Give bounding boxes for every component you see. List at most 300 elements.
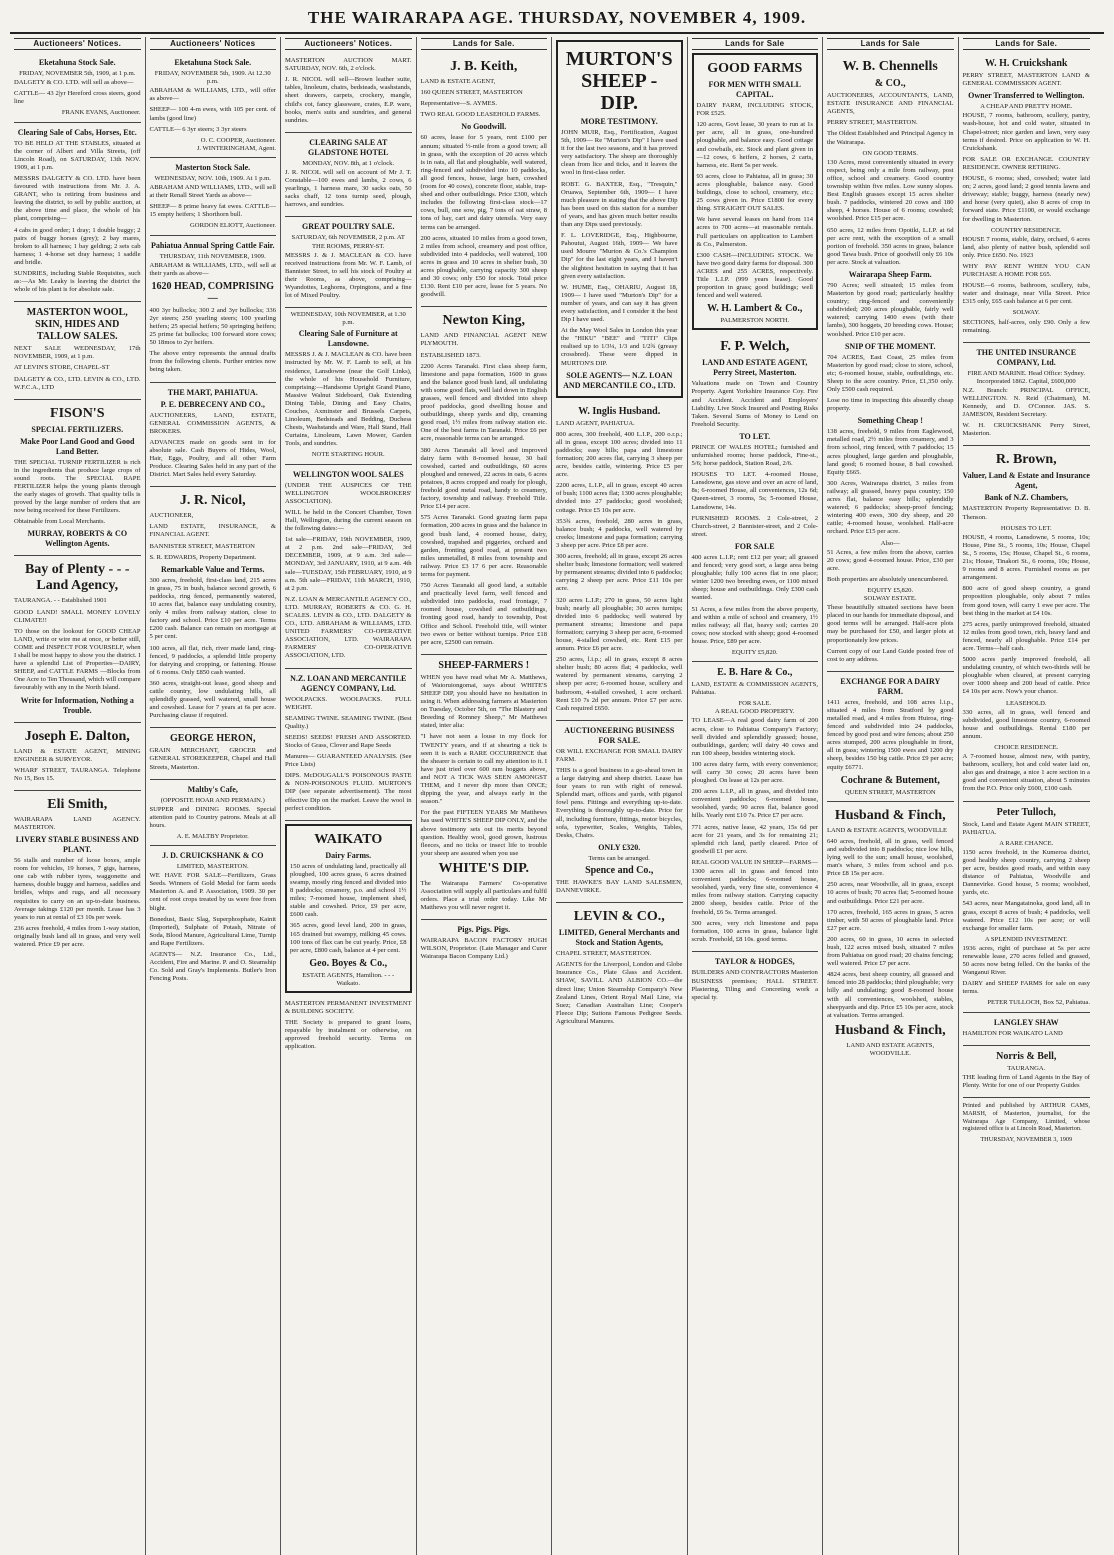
ad-text: WAIRARAPA BACON FACTORY HUGH WILSON, Proprietor. (Late Manager and Curer Wairarapa Bacon Company Ltd.) bbox=[420, 937, 547, 961]
ad-title: SHEEP-FARMERS ! bbox=[438, 659, 530, 671]
ad-text: WAIRARAPA LAND AGENCY. MASTERTON. bbox=[14, 815, 141, 831]
column-1 bbox=[10, 37, 146, 1555]
ad-eb-hare bbox=[692, 662, 819, 952]
ad-title: GOOD FARMS bbox=[707, 61, 803, 77]
ad-text: CHOICE RESIDENCE. bbox=[994, 744, 1059, 751]
ad-text: LAND AGENT, PAHIATUA. bbox=[556, 419, 635, 427]
ad-title: Pigs. Pigs. Pigs. bbox=[457, 925, 511, 935]
ad-title: Clearing Sale of Furniture at Lansdowne. bbox=[298, 329, 398, 349]
listing: HOUSES TO LET. 4-roomed House, Lansdowne, gas stove and over an acre of land, 8s; 6-roomed House, all conveniences, 12s 6d; Queen-street, 3 rooms, 5s; 5-roomed House, Lansdowne, 14s. bbox=[691, 471, 818, 511]
ad-pahiatua-fair bbox=[150, 236, 277, 383]
section-header: Lands for Sale. bbox=[421, 38, 548, 50]
listing: 130 Acres, most conveniently situated in every respect, being only a mile from railway, post office, school and creamery. Good country township within five miles. Low sunny slopes. Best English grasses except 15 acres shelter bush. 7 paddocks, wintered 20 cows and 180 sheep, 4 horses. House of 6 rooms; cowshed; woolshed. Price £15 per acre. bbox=[827, 158, 954, 223]
listing: 60 acres, lease for 5 years, rent £100 per annum; situated ½-mile from a good town; all in grass, with the exception of 20 acres which is in oats, all flat and ploughable, well watered, ring-fenced and subdivided into 10 paddocks, all good fences, house, large barn, cowshed (room for 40 cows), concrete floor, stable, trap-shed and other outbuildings. Price £300, which includes the following first-class stock—17 cows, bull, one sow, pig, 7 tons of oat straw, 8 tons of hay, cart and dairy utensils. Very easy terms can be arranged. bbox=[420, 134, 547, 231]
ad-date: WEDNESDAY, NOV. 10th, 1909. At 1 p.m. bbox=[154, 174, 271, 182]
ad-jb-keith bbox=[421, 53, 548, 307]
listing: 400 acres L.I.P.; rent £12 per year; all grassed and fenced; very good sort, a large area being ploughable; fully 100 acres flat in one place; winter 1200 two breeding ewes, or 1100 mixed sheep; house and outbuildings. Only £300 cash wanted. bbox=[691, 553, 818, 602]
ad-poultry-sale bbox=[285, 217, 412, 308]
ad-date: WEDNESDAY, 10th NOVEMBER, at 1.30 p.m. bbox=[290, 311, 406, 327]
ad-text: BUILDERS AND CONTRACTORS Masterton bbox=[691, 968, 818, 976]
ad-signature: Geo. Boyes & Co., bbox=[309, 957, 388, 969]
listing: 300 acres, very rich limestone and papa formation, 100 acres in grass, balance light scrub. Freehold, £8 10s. good terms. bbox=[691, 919, 818, 943]
ad-text: THE HAWKE'S BAY LAND SALESMEN, DANNEVIRKE. bbox=[556, 878, 683, 895]
column-4 bbox=[417, 37, 553, 1555]
listing: 771 acres, native lease, 42 years, 15s 6d per acre for 21 years, and 3s for remaining 21; splendid rich land, partly cleared. Price of goodwill £1 per acre. bbox=[691, 823, 818, 855]
ad-text: WILL be held in the Concert Chamber, Town Hall, Wellington, during the current season on the following dates:— bbox=[285, 508, 412, 533]
ad-text: LAND AND ESTATE AGENTS, WOODVILLE. bbox=[846, 1041, 935, 1057]
ad-signature: FRANK EVANS, Auctioneer. bbox=[61, 109, 141, 117]
ad-text: "I have not seen a louse in my flock for TWENTY years, and if at shearing a tick is seen it is such a RARE OCCURRENCE that the shearer is certain to call my attention to it. I have just tried over 600 ram hoggets above, and NOT A TICK WAS SEEN AMONGST THEM, and I never dip more than ONCE; dipping the year, and always early in the season." bbox=[420, 733, 547, 806]
section-header: Auctioneers' Notices. bbox=[285, 38, 412, 50]
ad-signature: Cochrane & Butement, bbox=[840, 774, 940, 786]
ad-text: BUSINESS premises; HALL STREET. Plastering, Tiling and Concreting work a special ty. bbox=[691, 977, 818, 1002]
ad-date: FRIDAY, NOVEMBER 5th, 1909. At 12.30 p.m. bbox=[154, 70, 271, 86]
ad-text: DAIRY FARM, INCLUDING STOCK, FOR £525. bbox=[696, 102, 813, 118]
section-header: Auctioneers' Notices. bbox=[14, 38, 141, 50]
ad-gladstone-sale bbox=[285, 133, 412, 218]
ad-signature: PETER TULLOCH, Box 52, Pahiatua. bbox=[987, 999, 1090, 1007]
listing: 640 acres, freehold, all in grass, well fenced and subdivided into 8 paddocks; nice low hills, lying well to the sun; small house, woolshed, man's whare, 3 miles from school and p.o. Price £8 15s per acre. bbox=[827, 837, 954, 878]
ad-levin-co bbox=[556, 903, 683, 1033]
ad-title: Peter Tulloch, bbox=[996, 806, 1056, 818]
listing: 360 acres, straight-out lease, good sheep and cattle country, low undulating hills, all splendidly grassed, well watered, small house and cowshed. Lease for 7 years at 6s per acre. Purchasing clause if required. bbox=[149, 679, 276, 720]
ad-text: LEASEHOLD. bbox=[1006, 699, 1047, 707]
ad-title: MURTON'S SHEEP - DIP. bbox=[565, 48, 673, 114]
ad-text: Lose no time in inspecting this absurdly cheap property. bbox=[827, 397, 954, 413]
ad-text: THE SPECIAL TURNIP FERTILIZER is rich in the ingredients that produce large crops of sound roots. The SPECIAL RAPE FERTILIZER helps the young plants through the early stages of growth. That quality tells is proved by the large number of orders that are now being received for these Fertilizers. bbox=[14, 458, 141, 515]
listing: 93 acres, close to Pahiatua, all in grass; 30 acres ploughable, balance easy. Good buildings, close to school, creamery, etc.; 25 cows given in. Price £1800 for every thing. STRAIGHT OUT SALES. bbox=[696, 172, 813, 213]
ad-price: ONLY £320. bbox=[598, 842, 641, 852]
ad-text: AGENTS— N.Z. Insurance Co., Ltd., Accident, Fire and Marine. P. and O. Steamship Co. Sold and Gray's Implements. Butler's Iron Fencing Posts. bbox=[149, 951, 276, 983]
ad-george-heron bbox=[150, 728, 277, 779]
ad-signature: A. E. MALTBY Proprietor. bbox=[176, 833, 249, 840]
ad-subtitle: MORE TESTIMONY. bbox=[580, 117, 658, 126]
ad-text: S. R. EDWARDS, Property Department. bbox=[149, 553, 257, 561]
section-header: Lands for Sale. bbox=[963, 38, 1091, 50]
ad-text: AUCTIONEERS, ACCOUNTANTS, LAND, ESTATE INSURANCE AND FINANCIAL AGENTS, bbox=[827, 92, 954, 116]
ad-jr-nicol bbox=[150, 487, 277, 728]
listing: 200 acres L.I.P., all in grass, and divided into convenient paddocks; 6-roomed house, woolshed, yards; 90 acres flat, balance good hills. Yearly rent £10 7s. Price £7 per acre. bbox=[691, 788, 818, 820]
testimonial: ROBT. G. BAXTER, Esq., "Tresquin," Oruawa, September 6th, 1909— I have much pleasure in stating that the above Dip has been used on this station for a number of years, and has given much better results than any Dips used previously. bbox=[561, 180, 678, 229]
ad-title: Bay of Plenty - - - Land Agency, bbox=[24, 562, 130, 594]
ad-title: MASTERTON WOOL, SKIN, HIDES AND TALLOW SALES. bbox=[26, 307, 128, 343]
ad-text: FIRE AND MARINE. Head Office: Sydney. bbox=[967, 369, 1086, 377]
listing: 330 acres, all in grass, well fenced and subdivided, good limestone country, 6-roomed house and outbuildings. Rental £180 per annum. bbox=[962, 708, 1090, 740]
ad-title: WELLINGTON WOOL SALES bbox=[292, 469, 404, 479]
ad-text: SEEDS! SEEDS! FRESH AND ASSORTED. Stocks of Grass, Clover and Rape Seeds bbox=[285, 733, 412, 749]
listing: 800 acres, 300 freehold, 400 L.I.P., 200 o.r.p.; all in grass, except 100 acres; divided into 11 paddocks; easy hills; papa and limestone formation; 200 acres flat, carrying 3 sheep per acre, besides cattle, wintering. Price £5 per acre. bbox=[556, 430, 683, 479]
listing: HOUSE, 7 rooms, bathroom, scullery, pantry, wash-house, hot and cold water, situated in Chapel-street; nice garden and lawn, very easy terms if desired. Price on application to W. H. Cruickshank. bbox=[962, 112, 1090, 152]
ad-text: WHY PAY RENT WHEN YOU CAN PURCHASE A HOME FOR £65. bbox=[962, 262, 1090, 279]
ad-title: Norris & Bell, bbox=[996, 1050, 1057, 1062]
ad-title: Newton King, bbox=[442, 313, 525, 329]
ad-text: AUCTIONEER, bbox=[149, 512, 194, 520]
ad-date: MONDAY, NOV. 8th, at 1 o'clock. bbox=[302, 159, 395, 167]
listing: 2200 acres, L.I.P., all in grass, except 40 acres of bush; 1100 acres flat; 1300 acres ploughable; divided into 27 paddocks; good woolshed; cottage. Price £5 10s per acre. bbox=[556, 482, 683, 514]
ad-text: MASTERTON Property Representative: D. B. Thenson. bbox=[962, 505, 1090, 521]
ad-subtitle: Owner Transferred to Wellington. bbox=[968, 91, 1085, 101]
listing: HOUSE—6 rooms, bathroom, scullery, tubs, water and drainage, near Villa Street. Price £315 only, £65 cash balance at 6 per cent. bbox=[962, 282, 1090, 306]
ad-title: AUCTIONEERING BUSINESS FOR SALE. bbox=[564, 725, 675, 745]
ad-wellington-wool bbox=[285, 465, 412, 669]
listing: 200 acres, situated 10 miles from a good town, 2 miles from school, creamery and post office, subdivided into 4 paddocks, well watered, 100 acres in grass and 10 acres in shelter bush, 30 acres ploughable, carrying capacity 300 sheep and 30 cows; only £50 for stock. Total price £130. Rent £10 per acre, lease for 5 years. No goodwill. bbox=[420, 234, 547, 299]
ad-title: GREAT POULTRY SALE. bbox=[302, 222, 395, 232]
ad-peter-tulloch bbox=[963, 802, 1091, 1013]
ad-text: SHEEP— 8 prime heavy fat ewes. CATTLE— 15 empty heifers; 1 Shorthorn bull. bbox=[149, 203, 276, 219]
ad-title: J. R. Nicol, bbox=[179, 493, 246, 509]
columns bbox=[10, 37, 1104, 1555]
ad-subtitle: Valuer, Land & Estate and Insurance Agent, bbox=[962, 471, 1090, 491]
listing: 100 acres, all flat, rich, river made land, ring-fenced, 9 paddocks, a splendid little property for dairying and cropping, or fattening. House of 6 rooms. Only £850 cash wanted. bbox=[149, 644, 276, 676]
listing: 4824 acres, best sheep country, all grassed and fenced into 28 paddocks; third ploughable; very hilly and undulating; good 8-roomed house with all conveniences, woolshed, stables, sheepyards and dip. Price £5 10s per acre, stock at valuation. Terms arranged. bbox=[827, 971, 954, 1019]
listing: 750 Acres Taranaki all good land, a suitable and practically level farm, well fenced and subdivided into paddocks, road frontage, 7 roomed house, cowshed and outbuildings, fronting good road, handy to township, Post Office and School. Freehold title, will winter two ewes or better without turnips. Price £18 per acre, £2500 can remain. bbox=[420, 582, 547, 646]
listing: 1150 acres freehold, in the Kumeroa district, good healthy sheep country, carrying 2 sheep per acre, besides good roads, and within easy distance of Pahiatua, Woodville and Dannevirke. Good house, 5 rooms; woolshed, yards, etc. bbox=[962, 848, 1090, 897]
ad-text: DALGETY & CO., LTD. LEVIN & CO., LTD. W.F.C.A., LTD bbox=[14, 375, 141, 391]
ad-text: 1st sale—FRIDAY, 19th NOVEMBER, 1909, at 2 p.m. 2nd sale—FRIDAY, 3rd DECEMBER, 1909, at 9 a.m. 3rd sale—MONDAY, 3rd JANUARY, 1910, at 9 a.m. 4th sale—TUESDAY, 15th FEBRUARY, 1910, at 9 a.m. 5th sale—FRIDAY, 11th MARCH, 1910, at 2 p.m. bbox=[285, 536, 412, 592]
listing: 1936 acres, right of purchase at 5s per acre renewable lease, 270 acres felled and grassed, 50 acres now being felled. On the banks of the Wanganui River. bbox=[962, 944, 1090, 977]
ad-signature: Husband & Finch, bbox=[834, 1022, 946, 1038]
ad-text: Representative—S. AYMES. bbox=[420, 100, 497, 108]
ad-text: ESTATE AGENTS, Hamilton. - - - Waikato. bbox=[302, 971, 395, 987]
ad-title: Masterton Stock Sale. bbox=[175, 162, 251, 172]
ad-text: The above entry represents the annual drafts from the following clients. Further entries now being taken. bbox=[149, 350, 276, 374]
ad-text: SOLWAY. bbox=[1012, 309, 1040, 317]
listing: 1411 acres, freehold, and 108 acres l.i.p., situated 4 miles from Stratford by good metalled road, and 4 miles from Huiroa, ring-fenced and subdivided into 24 paddocks, fenced by good post and wire fences; about 250 acres stumped, 200 acres ploughable in front, all in grass; wintering 1500 ewes and 1200 dry sheep, besides 150 big cattle. Price £9 per acre; equity £6771. bbox=[827, 698, 954, 771]
ad-text: J. R. NICOL will sell—Brown leather suite, tables, linoleum, chairs, bedsteads, washstands, sheet drawers, carpets, crockery, mangle, child's cot, fancy glassware, crates, E.P. ware, books, men's suits and sundries, and general sundries. bbox=[285, 76, 412, 124]
masthead: THE WAIRARAPA AGE. THURSDAY, NOVEMBER 4, 1909. bbox=[10, 8, 1104, 34]
ad-subtitle: P. E. DEBRECENY AND CO., bbox=[160, 399, 265, 409]
column-6 bbox=[688, 37, 824, 1555]
ad-subtitle: No Goodwill. bbox=[461, 122, 507, 132]
ad-auction-mart bbox=[285, 53, 412, 133]
ad-norris-bell bbox=[963, 1046, 1091, 1098]
ad-text: A SPLENDID INVESTMENT. bbox=[984, 935, 1068, 943]
column-5 bbox=[552, 37, 688, 1555]
listing: 800 acre of good sheep country, a grand proposition ploughable, only about 7 miles from good town, will carry 1 ewe per acre. The best thing in the market at £4 10s. bbox=[962, 585, 1090, 617]
ad-title: Pahiatua Annual Spring Cattle Fair. bbox=[150, 240, 275, 250]
ad-text: Current copy of our Land Guide posted free of cost to any address. bbox=[827, 647, 954, 663]
ad-maltby-cafe bbox=[150, 780, 277, 846]
ad-fp-welch bbox=[692, 333, 819, 662]
ad-text: At the May Wool Sales in London this year the "HIKU" "BEE" and "TITI" Clips realised up to 1/3¼, 1/3 and 1/2¾ (greasy crossbred). These were dipped in MURTON'S DIP. bbox=[561, 327, 678, 367]
ad-text: N.Z. LOAN & MERCANTILE AGENCY CO., LTD. MURRAY, ROBERTS & CO. G. H. SCALES. LEVIN & CO., LTD. DALGETY & CO., LTD. ABRAHAM & WILLIAMS, LTD. UNITED FARMERS' CO-OPERATIVE ASSOCIATION, LTD. WAIRARAPA FARMERS' CO-OPERATIVE ASSOCIATION, LTD. bbox=[285, 595, 412, 660]
ad-dalton bbox=[14, 723, 141, 791]
listing: TO LEASE—A real good dairy farm of 200 acres, close to Pahiatua Company's Factory; well divided and splendidly grassed; house, outbuildings, garden; will dairy 40 cows and run 100 sheep, besides wintering stock. bbox=[691, 717, 818, 757]
listing: 353¾ acres, freehold, 280 acres in grass, balance bush; 4 paddocks, well watered by creeks; limestone and papa formation; carrying 3 sheep per acre. Price £8 per acre. bbox=[556, 517, 683, 549]
section-header: Lands for Sale bbox=[692, 38, 819, 50]
ad-title: F. P. Welch, bbox=[720, 339, 790, 355]
listing: SECTIONS, half-acres, only £90. Only a few remaining. bbox=[962, 318, 1090, 334]
ad-title: & CO., bbox=[874, 78, 906, 90]
ad-eli-smith bbox=[14, 791, 141, 956]
ad-subtitle: LIMITED, General Merchants and Stock and Station Agents, bbox=[558, 928, 680, 948]
ad-title: Clearing Sale of Cabs, Horses, Etc. bbox=[17, 127, 137, 137]
ad-text: FOR SALE OR EXCHANGE. COUNTRY RESIDENCE. OWNER RETIRING. bbox=[962, 155, 1090, 171]
ad-chennells bbox=[827, 53, 954, 672]
column-3 bbox=[281, 37, 417, 1555]
ad-sheep-farmers bbox=[421, 655, 548, 920]
section-header: Lands for Sale bbox=[827, 38, 954, 50]
ad-text: WHEN you have read what Mr A. Matthews, of Waioruiongomai, says about WHITE'S SHEEP DIP, you should have no hesitation in using it. When addressing farmers at Masterton on Tuesday, October 5th, on "The Blastery and Breeding of Romney Sheep," Mr Matthews stated, inter alia: bbox=[420, 673, 547, 730]
ad-text: ABRAHAM & WILLIAMS, LTD., will sell at their yards as above— bbox=[149, 261, 276, 277]
ad-text: HOUSES TO LET. bbox=[1000, 524, 1052, 532]
ad-date: FRIDAY, NOVEMBER 5th, 1909, at 1 p.m. bbox=[19, 70, 136, 78]
ad-text: THE Society is prepared to grant loans, repayable by instalment or otherwise, on approved freehold security. Terms on application. bbox=[285, 1019, 412, 1051]
ad-text: (OPPOSITE HOAR AND PERMAIN.) bbox=[160, 796, 265, 804]
ad-title: THE MART, PAHIATUA. bbox=[167, 387, 258, 397]
ad-text: LAND & ESTATE AGENT, bbox=[420, 78, 496, 86]
listing: 51 Acres, a few miles from the above property, and within a mile of school and creamery, 1½ miles railway; all flat, heavy soil; carries 20 cows; now stocked with sheep; good 4-roomed house. Price, £89 per acre. bbox=[691, 605, 818, 645]
ad-title: N.Z. LOAN AND MERCANTILE AGENCY COMPANY, Ltd. bbox=[290, 673, 407, 693]
ad-title: WAIKATO bbox=[314, 831, 383, 847]
ad-subtitle: Something Cheap ! bbox=[857, 416, 923, 426]
ad-text: SOLWAY ESTATE. bbox=[863, 595, 917, 603]
ad-text: TO BE HELD AT THE STABLES, situated at the corner of Albert and Villa Streets, (off Lincoln Road), on SATURDAY, 13th NOV. 1909, at 1 p.m. bbox=[14, 139, 141, 171]
ad-subtitle: Remarkable Value and Terms. bbox=[160, 564, 265, 574]
ad-text: TO those on the lookout for GOOD CHEAP LAND, write or wire me at once, or better still, COME and INSPECT FOR YOURSELF, when I shall be most happy to show you the district. I have a splendid List of Properties—DAIRY, SHEEP, and CATTLE FARMS —Blocks from One Acre to Ten Thousand, which will compare favourably with any in the North Island. bbox=[14, 627, 141, 692]
ad-text: MESSRS J. & J. MACLEAN & CO. have been instructed by Mr. W. F. Lamb to sell, at his residence, Lansdowne (near the Golf Links), the whole of his Household Furniture, comprising:—Handsome Upright Grand Piano, Massive Walnut Sideboard, Oak Extending Dining Table, Dining and Easy Chairs, Couches, Axminster and Brussels Carpets, Linoleum, Bedsteads and Bedding, Duchess Chests, Washstands and Ware, Hall Stand, Hall Curtains, Linoleum, Lawn Mower, Garden Tools, and sundries. bbox=[285, 351, 412, 448]
ad-text: WHARF STREET, TAURANGA. Telephone No 15, Box 15. bbox=[14, 766, 141, 782]
listing: 250 acres, near Woodville, all in grass, except 10 acres of bush; 70 acres flat; 5-roomed house and outbuildings. Price £21 per acre. bbox=[827, 881, 954, 905]
ad-fisons bbox=[14, 400, 141, 557]
listing: A 7-roomed house, almost new, with pantry, bathroom, scullery, hot and cold water laid on, also gas and drainage, a nice 1 acre section in a good and convenient situation, about 5 minutes from the P.O. Price only £600, £100 cash. bbox=[962, 753, 1090, 793]
ad-title: CLEARING SALE AT GLADSTONE HOTEL bbox=[307, 137, 389, 157]
ad-title: Eketahuna Stock Sale. bbox=[38, 58, 116, 68]
ad-signature: J. WINTERINGHAM, Agent. bbox=[196, 144, 276, 152]
ad-text: PERRY STREET, MASTERTON. bbox=[827, 119, 918, 127]
ad-text: TAURANGA. bbox=[1007, 1064, 1046, 1072]
ad-text: 236 acres freehold, 4 miles from 1-way station, originally bush land all in grass, and very well watered. Price £9 per acre. bbox=[14, 924, 141, 948]
listing: 790 Acres; well situated; 15 miles from Masterton by good road; particularly healthy country; ring-fenced and conveniently subdivided; 200 acres ploughable, fairly well watered; carrying 1400 ewes (with their lambs), 300 hoggets, 20 breeding cows. House; woolshed. Price £10 per acre. bbox=[827, 281, 954, 338]
ad-bacon-factory bbox=[421, 920, 548, 968]
ad-text: These beautifully situated sections have been placed in our hands for immediate disposal, and good terms will be arranged. Half-acre plots may be purchased for £50, and larger plots at proportionately low prices. bbox=[827, 604, 954, 644]
ad-date: THURSDAY, 11th NOVEMBER, 1909. bbox=[159, 252, 266, 260]
ad-text: DIPS. McDOUGALL'S POISONOUS PASTE & NON-POISONOUS FLUID. MURTON'S DIP (see separate advertisement). The most effective Dip on the market. Leave the wool in perfect condition. bbox=[285, 772, 412, 812]
listing: 170 acres, freehold, 165 acres in grass, 5 acres timber, with 50 acres of ploughable land. Price £27 per acre. bbox=[827, 908, 954, 932]
ad-debreceny bbox=[150, 383, 277, 488]
ad-title: LEVIN & CO., bbox=[573, 909, 665, 925]
ad-title: J. B. Keith, bbox=[450, 59, 518, 75]
ad-text: Stock, Land and Estate Agent MAIN STREET, PAHIATUA. bbox=[962, 820, 1090, 836]
testimonial: F. L. LOVERIDGE, Esq., Highbourne, Pahoutui, August 16th, 1909— We have used Mourre "Murton & Co.'s Champion Dip" for the last eight years, and I haven't the slightest hesitation in saying that it has given every satisfaction. bbox=[561, 232, 678, 280]
ad-text: ESTABLISHED 1873. bbox=[420, 351, 481, 359]
ad-signature: O. C. COOPER, Auctioneer. bbox=[200, 136, 276, 144]
listing: 100 acres dairy farm, with every convenience; will carry 30 cows; 20 acres have been ploughed. On lease at 12s per acre. bbox=[691, 760, 818, 785]
listing: 275 acres, partly unimproved freehold, situated 12 miles from good town, rich, heavy land and fenced, nearly all ploughable. Price £14 per acre. Terms—half cash. bbox=[962, 620, 1090, 652]
ad-text: 160 QUEEN STREET, MASTERTON bbox=[420, 89, 523, 97]
ad-clearing-cabs bbox=[14, 123, 141, 303]
ad-title: Eli Smith, bbox=[47, 796, 108, 812]
ad-text: Incorporated 1862. Capital, £600,000 bbox=[976, 377, 1076, 385]
testimonial: W. HUME, Esq., OHARIU, August 18, 1909— I have used "Murton's Dip" for a number of years, and can say it has given every satisfaction, and I consider it the best Dip I have used. bbox=[561, 283, 678, 324]
ad-text: A CHEAP AND PRETTY HOME. bbox=[980, 103, 1073, 111]
ad-taylor-hodges bbox=[692, 952, 819, 1009]
listing: We have several leases on hand from 114 acres to 700 acres—at reasonable rentals. Full particulars on application to Lambert & Co., Palmerston. bbox=[696, 216, 813, 248]
ad-r-brown bbox=[963, 446, 1091, 801]
ad-text: CATTLE— 43 2|yr Hereford cross steers, good line bbox=[14, 90, 141, 106]
listing: 120 acres, Govt lease, 30 years to run at 1s per acre, all in grass, one-hundred ploughable, and balance easy. Good cottage and cowbails, etc. Stock and plant given in—12 cows, 6 heifers, 2 horses, 2 carts, harness, etc. Rent 5s per week. bbox=[696, 121, 813, 169]
ad-text: REAL GOOD VALUE IN SHEEP—FARMS— bbox=[691, 858, 818, 866]
ad-title: J. D. CRUICKSHANK & CO bbox=[162, 851, 264, 861]
ad-title: R. Brown, bbox=[995, 452, 1057, 468]
listing: 575 Acres Taranaki. Good grazing farm papa formation, 200 acres in grass and the balance in good bush land, 4 roomed house, dairy, cowshed, trapshed and piggeries, orchard and garden, fronting good road, at present two miles unmetalled, 8 miles from township and railway. Price £3 17 6 per acre. Reasonable terms for payment. bbox=[420, 514, 547, 578]
ad-text: CHAPEL STREET, MASTERTON. bbox=[556, 950, 652, 958]
ad-subtitle: FOR SALE bbox=[734, 541, 775, 551]
ad-text: NEXT SALE WEDNESDAY, 17th NOVEMBER, 1909, at 1 p.m. bbox=[14, 345, 141, 361]
ad-title: E. B. Hare & Co., bbox=[717, 667, 793, 679]
listing: 704 ACRES, East Coast, 25 miles from Masterton by good road; close to store, school, etc; 6-roomed house, stable, outbuildings, etc. Sheep to the acre country. Price, £1,350 only. Only £500 cash required. bbox=[827, 353, 954, 393]
ad-inglis-husband bbox=[556, 401, 683, 721]
ad-text: OR WILL EXCHANGE FOR SMALL DAIRY FARM. bbox=[556, 747, 683, 763]
ad-exchange-dairy bbox=[827, 672, 954, 802]
listing: 200 acres, 60 in grass, 10 acres in selected bush, 122 acres mixed bush, situated 7 miles from Pahiatua on good road; 20 chains fencing; well watered. Price £7 per acre. bbox=[827, 935, 954, 968]
listing: FURNISHED ROOMS. 2 Cole-street, 2 Church-street, 2 Bannister-street, and 2 Cole-street. bbox=[691, 514, 818, 538]
ad-subtitle: WHITE'S DIP. bbox=[438, 860, 529, 876]
ad-subtitle: LIVERY STABLE BUSINESS AND PLANT. bbox=[15, 835, 139, 855]
ad-text: The Oldest Established and Principal Agency in the Wairarapa. bbox=[827, 130, 954, 146]
ad-subtitle: Dairy Farms. bbox=[325, 850, 372, 860]
ad-text: TAURANGA. - - Established 1901 bbox=[14, 597, 107, 605]
testimonial: JOHN MUIR, Esq., Fortification, August 5th, 1909— Re "Murton's Dip" I have used it for the last two seasons, and it has proved very satisfactory. The sheep are thoroughly clean from lice and ticks, and it leaves the wool in first-class order. bbox=[561, 129, 678, 177]
listing: 1300 acres all in grass and fenced into convenient paddocks; 6-roomed house, woolshed, yards, very fine site, convenience 4 miles from railway station. Carrying capacity 2800 sheep, besides cattle. Price of the freehold, £6 5s. Terms arranged. bbox=[691, 868, 818, 916]
ad-text: Bonedust, Basic Slag, Superphosphate, Kainit (Imported), Sulphate of Potash, Nitrate of Soda, Blood Manure, Agricultural Lime, Turnip and Rape Fertilizers. bbox=[149, 915, 276, 947]
ad-subtitle: FOR MEN WITH SMALL CAPITAL. bbox=[708, 80, 802, 100]
ad-text: AUCTIONEERS, LAND, ESTATE, GENERAL COMMISSION AGENTS, & BROKERS. bbox=[149, 411, 276, 435]
imprint-date: THURSDAY, NOVEMBER 3, 1909 bbox=[980, 1136, 1073, 1144]
ad-text: Also— bbox=[880, 539, 900, 547]
ad-title: W. H. Cruickshank bbox=[985, 58, 1068, 70]
ad-text: EQUITY £5,820. bbox=[731, 648, 778, 656]
ad-auction-business bbox=[556, 721, 683, 903]
ad-text: Obtainable from Local Merchants. bbox=[14, 518, 106, 526]
ad-text: J. R. NICOL will sell on account of Mr J. T. Constable—100 ewes and lambs, 2 cows, 6 yearlings, 1 harness mare, 30 sacks oats, 50 sacks chaff, 12 tons turnip seed, plough, harrows, and sundries. bbox=[285, 168, 412, 209]
ad-signature: GORDON ELIOTT, Auctioneer. bbox=[190, 222, 276, 230]
ad-title: MASTERTON PERMANENT INVESTMENT & BUILDING SOCIETY. bbox=[285, 999, 412, 1016]
listing: HOUSE, 4 rooms, Lansdowne, 5 rooms, 10s; House, Pine St., 5 rooms, 10s; House, Chapel St., 5 rooms, 15s; House, Chapel St., 6 rooms, 21s; House, Tinakori St., 6 rooms, 10s; House, 9 rooms and 8 acres. Furnished rooms as per arrangement. bbox=[962, 533, 1090, 582]
ad-text: CATTLE— 6 3yr steers; 3 3yr steers bbox=[149, 125, 247, 133]
ad-text: A REAL GOOD PROPERTY. bbox=[715, 708, 795, 716]
imprint-text: Printed and published by ARTHUR CAMS, MARSH, of Masterton, journalist, for the Wairarapa Age Company, Limited, whose registered office is at Lincoln Road, Masterton. bbox=[962, 1101, 1090, 1133]
ad-title: Joseph E. Dalton, bbox=[24, 728, 130, 744]
ad-date: SATURDAY, 6th NOVEMBER, 2 p.m. AT THE ROOMS, PERRY-ST. bbox=[291, 234, 405, 250]
ad-text: Both properties are absolutely unencumbered. bbox=[827, 575, 949, 583]
ad-furniture-sale bbox=[285, 308, 412, 464]
listing: 5000 acres partly improved freehold, all undulating country, of which two-thirds will be ploughable when cleared, at present carrying over 1000 sheep and 200 head of cattle. Price £4 10s per acre. Now's your chance. bbox=[962, 656, 1090, 696]
ad-text: LAND AND FINANCIAL AGENT NEW PLYMOUTH. bbox=[420, 332, 547, 348]
ad-title: MASTERTON AUCTION MART. SATURDAY, NOV. 6th, 2 o'clock. bbox=[285, 57, 412, 73]
ad-text: WOOLPACKS. WOOLPACKS. FULL WEIGHT. bbox=[285, 695, 412, 711]
column-2 bbox=[146, 37, 282, 1555]
ad-text: ABRAHAM & WILLIAMS, LTD., will offer as above— bbox=[149, 87, 276, 103]
ad-text: 400 3yr bullocks; 300 2 and 3yr bullocks; 336 2yr steers; 250 yearling steers; 100 yearling heifers; 25 special heifers; 50 springing heifers; 25 prime fat bullocks; 100 forward store cows; 50 18mos to 2yr heifers. bbox=[149, 306, 276, 347]
ad-good-farms bbox=[692, 53, 819, 330]
ad-text: 56 stalls and number of loose boxes, ample room for vehicles, 19 horses, 7 gigs, harness, one cab with rubber tyres, waggonette and harness, double buggy and harness, saddles and bridles, whips and rugs, and all necessary requisites to carry on an up-to-date business. Average takings £120 per month. Lease has 3 years to run at rental of £3 10s per week. bbox=[14, 857, 141, 921]
ad-text: THE leading firm of Land Agents in the Bay of Plenty. Write for one of our Property Guides bbox=[962, 1073, 1090, 1089]
ad-tagline: Make Poor Land Good and Good Land Better. bbox=[20, 436, 135, 456]
listing: PRINCE OF WALES HOTEL; furnished and unfurnished rooms; horse paddock, Fine-st., 5/6; horse paddock, Station Road, 2/6. bbox=[691, 443, 818, 468]
ad-united-insurance bbox=[963, 343, 1091, 447]
ad-permanent-society bbox=[285, 996, 412, 1059]
ad-text: COUNTRY RESIDENCE. bbox=[990, 226, 1062, 234]
ad-text: NOTE STARTING HOUR. bbox=[311, 451, 385, 459]
ad-text: HAMILTON FOR WAIKATO LAND bbox=[962, 1029, 1063, 1037]
ad-signature: MURRAY, ROBERTS & CO Wellington Agents. bbox=[27, 529, 128, 549]
ad-title: TAYLOR & HODGES, bbox=[714, 956, 795, 966]
ad-eketahuna-dalgety bbox=[14, 53, 141, 122]
ad-text: LAND, ESTATE & COMMISSION AGENTS, Pahiatua. bbox=[691, 681, 818, 697]
section-header: Auctioneers' Notices bbox=[150, 38, 277, 50]
ad-text: LIMITED, MASTERTON. bbox=[176, 863, 249, 871]
ad-title: THE UNITED INSURANCE COMPANY, Ltd. bbox=[976, 347, 1077, 367]
ad-text: Manures— GUARANTEED ANALYSIS. (See Price Lists) bbox=[285, 753, 412, 769]
listing: 380 Acres Taranaki all level and improved dairy farm with 8-roomed house, 30 bail cowshed, carted and outbuildings, 60 acres ploughed and renewed, 22 acres in oats, 6 acres potatoes, 8 acres cropped and ready for plough, freehold good metal road, handy to creamery, factory, township and railway. Freehold Title. Price £14 per acre. bbox=[420, 446, 547, 511]
ad-text: THIS is a good business in a go-ahead town in a large dairying and sheep district. Lease has four years to run with right of renewal. Splendid mart, offices and yards, with piganol fowl pens. Fittings and everything up-to-date. Everything is thoroughly up-to-date. Price for all, including furniture, fittings, motor bicycles, sofa, typewriter, Scales, Weights, Tables, Desks, Chairs. bbox=[556, 767, 683, 839]
ad-text: ABRAHAM AND WILLIAMS, LTD., will sell at their Renall Street Yards as above— bbox=[149, 184, 276, 200]
ad-signature: SOLE AGENTS— N.Z. LOAN AND MERCANTILE CO., LTD. bbox=[563, 370, 676, 390]
ad-masterton-stock bbox=[150, 158, 277, 236]
listing: 650 acres, 12 miles from Opotiki, L.I.P. at 6d per acre rent, with the exception of a small portion of freehold. 350 acres in grass, balance good Tawa bush. Price of goodwill only £6 10s per acre. Stock at valuation. bbox=[827, 226, 954, 266]
ad-title: GEORGE HERON, bbox=[169, 733, 256, 745]
ad-text: SUNDRIES, including Stable Requisites, such as:—As Mr. Leaky is leaving the district the whole of his plant is for absolute sale. bbox=[14, 269, 141, 294]
listing: 150 acres of undulating land, practically all ploughed, 100 acres grass, 6 acres drained swamp, mostly ring fenced and divided into 8 paddocks; creamery, p.o. and school 1½ miles; 7-roomed house, implement shed, stable and cowshed. Price, £9 per acre, £600 cash. bbox=[290, 862, 407, 919]
ad-text: Valuations made on Town and Country Property. Agent Yorkshire Insurance Coy. Fire and Accident. Accident and Employers' Liability. Live Stock Insured and Posting Risks Taken. Several Sums of Money to Lend on Freehold Security. bbox=[691, 380, 818, 428]
listing: 300 acres, freehold, first-class land, 215 acres in grass, 75 in bush, balance second growth, 6 paddocks, ring fenced, permanently watered, 10 acres flat, balance easy undulating country, only 4 miles from railway station, close to factory and school. Price £10 per acre. Terms £200 cash. Balance can remain on mortgage at 5 per cent. bbox=[149, 576, 276, 641]
listing: 365 acres, good level land, 200 in grass, 165 drained but swampy, milking 45 cows. 100 tons of flax can be cut yearly. Price, £8 per acre, £800 cash, balance at 4 per cent. bbox=[290, 922, 407, 954]
ad-title: W. B. Chennells bbox=[842, 59, 938, 75]
ad-text: PERRY STREET, MASTERTON LAND & GENERAL COMMISSION AGENT. bbox=[962, 72, 1090, 88]
ad-subtitle: SNIP OF THE MOMENT. bbox=[844, 341, 936, 351]
ad-wool-sales bbox=[14, 302, 141, 399]
ad-text: TWO REAL GOOD LEASEHOLD FARMS. bbox=[420, 111, 541, 119]
ad-text: GOOD LAND! SMALL MONEY LOVELY CLIMATE!! bbox=[14, 608, 141, 624]
ad-title: EXCHANGE FOR A DAIRY FARM. bbox=[840, 676, 941, 696]
ad-title: Eketahuna Stock Sale. bbox=[174, 58, 252, 68]
ad-signature: W. H. Lambert & Co., bbox=[707, 303, 803, 315]
ad-text: The Wairarapa Farmers' Co-operative Association will supply all particulars and fulfil orders. Place a trial order today. Like Mr Matthews you will never regret it. bbox=[420, 879, 547, 912]
ad-text: DALGETY & CO. LTD. will sell as above— bbox=[14, 79, 134, 87]
listing: £300 CASH—INCLUDING STOCK. We have two good dairy farms for disposal. 300 ACRES and 255 ACRES, respectively. Title L.I.P. (999 years lease). Good proportion in grass; good buildings; well fenced and well watered. bbox=[696, 251, 813, 300]
column-8 bbox=[959, 37, 1095, 1555]
listing: HOUSE, 6 rooms; shed, cowshed; water laid on; 2 acres, good land; 2 good tennis lawns and driveway; stable; buggy, harness (nearly new) and horse (very quiet), also 8 acres of crop in forward state. Price £1100, or would exchange for dwelling in Masterton. bbox=[962, 175, 1090, 223]
ad-text: WE HAVE FOR SALE—Fertilizers, Grass Seeds. Winners of Gold Medal for farm seeds Masterton A. and P. Association, 1909. 30 per cent of root crops treated by us were free from blight. bbox=[149, 872, 276, 912]
ad-bay-of-plenty bbox=[14, 556, 141, 722]
ad-langley-shaw bbox=[963, 1013, 1091, 1046]
ad-subtitle: 1620 HEAD, COMPRISING— bbox=[151, 280, 274, 304]
ad-title: FISON'S bbox=[50, 405, 105, 421]
ad-text: ON GOOD TERMS. bbox=[862, 149, 918, 157]
ad-text: For the past FIFTEEN YEARS Mr Matthews has used WHITE'S SHEEP DIP ONLY, and the above testimony sets out its merits beyond question. Healthy wool, good grown, lustrous fleeces, and no ticks or insect life to trouble your sheep are assured when you use bbox=[420, 809, 547, 857]
ad-text: GRAIN MERCHANT, GROCER and GENERAL STOREKEEPER, Chapel and Hall Streets, Masterton. bbox=[149, 747, 276, 771]
ad-text: A RARE CHANCE. bbox=[999, 839, 1054, 847]
ad-murtons-dip bbox=[556, 40, 683, 398]
ad-subtitle: Bank of N.Z. Chambers, bbox=[984, 493, 1069, 503]
ad-text: LAND & ESTATE AGENT, MINING ENGINEER & SURVEYOR. bbox=[14, 747, 141, 763]
ad-text: N.Z. Branch: PRINCIPAL OFFICE, WELLINGTON. N. Reid (Chairman), M. Kennedy, and D. O'Connor. JAS. S. JAMESON, Resident Secretary. bbox=[962, 386, 1090, 419]
ad-title: Husband & Finch, bbox=[834, 807, 946, 823]
ad-text: PALMERSTON NORTH. bbox=[720, 317, 790, 325]
listing: 300 acres, freehold; all in grass, except 26 acres shelter bush; limestone formation; well watered by permanent streams; divided into 6 paddocks; carrying 2 sheep per acre. Price £11 10s per acre. bbox=[556, 553, 683, 593]
listing: 2200 Acres Taranaki. First class sheep farm, limestone and papa formation, 1600 in grass and the balance good bush land, all undulating with some good flats, well laid down in English grasses, well fenced and divided into sheep proof paddocks, good dwelling house and outbuildings, sheep yards and dip, creaming good road, 1½ miles from railway station etc. One of the best farms in Taranaki. Price £6 per acre, reasonable terms can be arranged. bbox=[420, 362, 547, 443]
listing: 51 Acres, a few miles from the above, carries 20 cows; good 4-roomed house. Price, £30 per acre. bbox=[827, 548, 954, 572]
ad-subtitle: LAND AND ESTATE AGENT, Perry Street, Masterton. bbox=[702, 358, 808, 378]
ad-text: SEAMING TWINE. SEAMING TWINE. (Best Quality.) bbox=[285, 714, 412, 730]
listing: 138 acres, freehold, 9 miles from Eaglewood, metalled road, 2½ miles from creamery, and 3 from school, ring fenced, with 7 paddocks; 15 acres ploughed, large garden and ploughable, land good; 6 roomed house, 8 bail cowshed. Equity £665. bbox=[827, 428, 954, 476]
ad-eketahuna-abraham bbox=[150, 53, 277, 158]
ad-cruickshank-jd bbox=[150, 846, 277, 990]
ad-husband-finch bbox=[827, 802, 954, 1062]
ad-waikato bbox=[285, 824, 412, 993]
ad-text: Terms can be arranged. bbox=[588, 854, 650, 862]
